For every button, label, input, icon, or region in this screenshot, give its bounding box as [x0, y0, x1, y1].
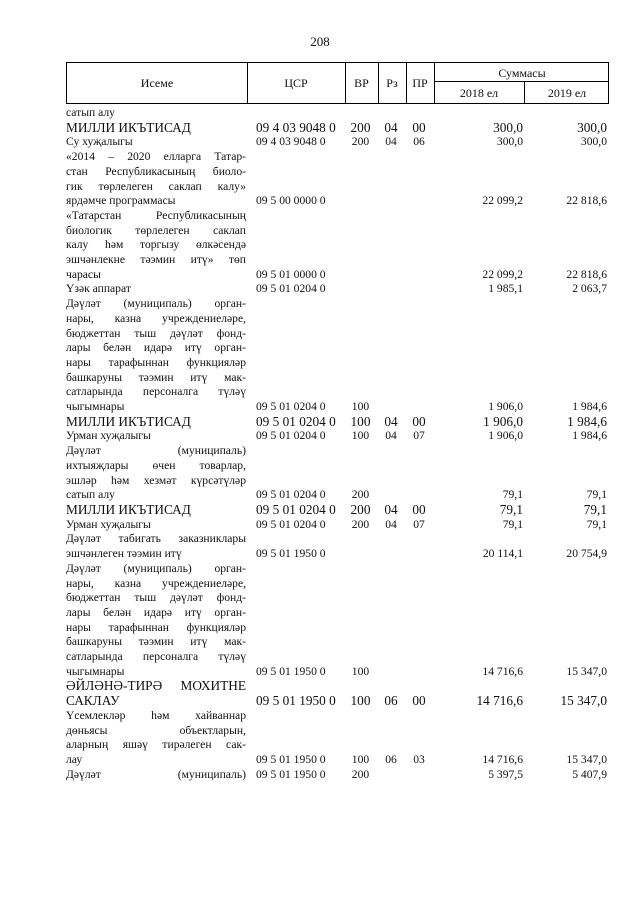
- row-name-line: биологик төрлелеген саклап: [66, 223, 246, 237]
- row-name: [66, 768, 246, 783]
- row-name: [66, 135, 246, 150]
- row-name-line: лау: [66, 752, 83, 766]
- row-vr: 100: [351, 664, 370, 678]
- row-name: [66, 297, 246, 415]
- row-csr: 09 4 03 9048 0: [256, 135, 326, 149]
- row-name-line: Үзәк аппарат: [66, 282, 131, 296]
- row-name-line: ихтыяҗлары өчен товарлар,: [66, 458, 246, 472]
- row-name-line: калу һәм торгызу өлкәсендә: [66, 238, 246, 252]
- row-rz: 04: [385, 429, 397, 443]
- table-row: [66, 135, 609, 150]
- row-sum-2019: 1 984,6: [567, 413, 607, 429]
- table-row: [66, 768, 609, 783]
- table-row: [66, 121, 609, 136]
- row-vr: 100: [350, 693, 371, 709]
- row-name-line: аларның яшәү тирәлеген сак-: [66, 738, 246, 752]
- row-csr: 09 5 01 0000 0: [256, 267, 326, 281]
- page-number: 208: [310, 34, 330, 49]
- row-sum-2019: 22 818,6: [566, 194, 607, 208]
- row-name-line: САКЛАУ: [66, 693, 120, 709]
- row-sum-2019: 300,0: [577, 119, 607, 135]
- row-name: [66, 429, 246, 444]
- table-row: [66, 518, 609, 533]
- row-vr: 200: [350, 119, 371, 135]
- row-csr: 09 5 01 1950 0: [256, 693, 336, 709]
- row-pr: 00: [412, 413, 426, 429]
- row-sum-2018: 79,1: [502, 517, 523, 531]
- row-sum-2019: 79,1: [586, 488, 607, 502]
- row-name-line: Су хуҗалыгы: [66, 135, 133, 149]
- header-vr: ВР: [354, 76, 369, 90]
- row-sum-2019: 22 818,6: [566, 267, 607, 281]
- header-year-2018: 2018 ел: [459, 86, 499, 100]
- row-sum-2018: 1 906,0: [483, 413, 523, 429]
- row-name-line: сатларында персоналга түләү: [66, 385, 246, 399]
- header-pr: ПР: [412, 76, 428, 90]
- table-row: [66, 709, 609, 768]
- row-rz: 04: [385, 517, 397, 531]
- row-name-line: сатып алу: [66, 488, 115, 502]
- row-name: [66, 209, 246, 283]
- row-vr: 100: [350, 413, 371, 429]
- table-row: [66, 444, 609, 503]
- row-rz: 04: [384, 413, 398, 429]
- row-name-line: Дәүләт (муниципаль) орган-: [66, 297, 246, 311]
- row-sum-2019: 2 063,7: [572, 282, 607, 296]
- row-sum-2019: 5 407,9: [572, 767, 607, 781]
- row-sum-2018: 5 397,5: [488, 767, 523, 781]
- row-rz: 06: [385, 752, 397, 766]
- row-name-line: чарасы: [66, 267, 101, 281]
- row-name-line: Урман хуҗалыгы: [66, 429, 151, 443]
- header-csr: ЦСР: [284, 76, 308, 90]
- row-sum-2019: 15 347,0: [566, 752, 607, 766]
- row-name-line: башкаруны тәэмин итү мак-: [66, 370, 246, 384]
- row-sum-2019: 15 347,0: [560, 693, 607, 709]
- row-vr: 200: [351, 767, 370, 781]
- row-name: [66, 106, 246, 121]
- row-csr: 09 5 01 0204 0: [256, 488, 326, 502]
- row-name: [66, 518, 246, 533]
- row-sum-2018: 1 906,0: [488, 400, 523, 414]
- row-sum-2019: 79,1: [583, 501, 607, 517]
- row-name-line: бюджеттан тыш дәүләт фонд-: [66, 591, 246, 605]
- row-name-line: сатларында персоналга түләү: [66, 650, 246, 664]
- row-name: [66, 282, 246, 297]
- row-name: [66, 532, 246, 561]
- row-name: [66, 444, 246, 503]
- row-sum-2018: 14 716,6: [482, 752, 523, 766]
- table-row: [66, 679, 609, 708]
- table-row: [66, 282, 609, 297]
- row-name-line: сатып алу: [66, 106, 115, 119]
- table-header: [66, 62, 609, 104]
- row-name-line: нары тарафыннан функцияләр: [66, 355, 246, 369]
- row-name: [66, 562, 246, 680]
- table-row: [66, 532, 609, 561]
- row-vr: 200: [351, 517, 370, 531]
- row-sum-2018: 79,1: [502, 488, 523, 502]
- table-body: [66, 106, 609, 782]
- row-csr: 09 5 01 0204 0: [256, 400, 326, 414]
- row-name-line: эшләр һәм хезмәт күрсәтүләр: [66, 473, 246, 487]
- row-sum-2018: 300,0: [496, 135, 523, 149]
- row-name-line: «Татарстан Республикасының: [66, 208, 246, 222]
- header-year-2019: 2019 ел: [547, 86, 587, 100]
- row-name-line: МИЛЛИ ИКЪТИСАД: [66, 413, 191, 429]
- row-sum-2018: 20 114,1: [482, 547, 523, 561]
- row-name-line: башкаруны тәэмин итү мак-: [66, 635, 246, 649]
- row-sum-2019: 20 754,9: [566, 547, 607, 561]
- row-pr: 00: [412, 693, 426, 709]
- table-row: [66, 562, 609, 680]
- row-name-line: эшчәнлеген тәэмин итү: [66, 547, 182, 561]
- row-name-line: «2014 – 2020 елларга Татар-: [66, 150, 246, 164]
- row-csr: 09 5 01 1950 0: [256, 767, 326, 781]
- row-sum-2018: 1 906,0: [488, 429, 523, 443]
- row-csr: 09 5 01 1950 0: [256, 664, 326, 678]
- row-sum-2019: 1 984,6: [572, 429, 607, 443]
- row-name: [66, 415, 246, 430]
- table-row: [66, 106, 609, 121]
- row-sum-2019: 300,0: [580, 135, 607, 149]
- row-name-line: стан Республикасының биоло-: [66, 164, 246, 178]
- row-name-line: ярдәмче программасы: [66, 194, 176, 208]
- row-csr: 09 5 01 0204 0: [256, 429, 326, 443]
- row-name-line: эшчәнлекне тәэмин итү» төп: [66, 253, 246, 267]
- row-pr: 00: [412, 119, 426, 135]
- row-pr: 06: [413, 135, 425, 149]
- row-name: [66, 150, 246, 209]
- row-name: [66, 121, 246, 136]
- row-sum-2019: 1 984,6: [572, 400, 607, 414]
- row-name-line: лары белән идарә итү орган-: [66, 605, 246, 619]
- table-row: [66, 150, 609, 209]
- table-row: [66, 209, 609, 283]
- row-name: [66, 679, 246, 708]
- row-name-line: нары, казна учреждениеләре,: [66, 311, 246, 325]
- row-rz: 04: [384, 501, 398, 517]
- row-sum-2018: 22 099,2: [482, 267, 523, 281]
- table-row: [66, 297, 609, 415]
- row-name-line: дөньясы объектларын,: [66, 723, 246, 737]
- row-name-line: Дәүләт (муниципаль): [66, 444, 246, 458]
- row-name-line: нары тарафыннан функцияләр: [66, 620, 246, 634]
- row-sum-2018: 79,1: [499, 501, 523, 517]
- row-csr: 09 5 01 0204 0: [256, 413, 336, 429]
- row-rz: 06: [384, 693, 398, 709]
- table-row: [66, 429, 609, 444]
- row-csr: 09 5 01 0204 0: [256, 282, 326, 296]
- row-sum-2018: 22 099,2: [482, 194, 523, 208]
- row-sum-2018: 14 716,6: [482, 664, 523, 678]
- row-name-line: ӘЙЛӘНӘ-ТИРӘ МОХИТНЕ: [66, 678, 246, 694]
- row-name-line: МИЛЛИ ИКЪТИСАД: [66, 119, 191, 135]
- row-sum-2018: 300,0: [493, 119, 523, 135]
- row-name-line: лары белән идарә итү орган-: [66, 341, 246, 355]
- row-rz: 04: [385, 135, 397, 149]
- row-sum-2018: 1 985,1: [488, 282, 523, 296]
- row-csr: 09 5 00 0000 0: [256, 194, 326, 208]
- row-rz: 04: [384, 119, 398, 135]
- row-vr: 200: [351, 135, 370, 149]
- row-name: [66, 709, 246, 768]
- row-name-line: МИЛЛИ ИКЪТИСАД: [66, 501, 191, 517]
- row-vr: 100: [351, 429, 370, 443]
- row-csr: 09 5 01 1950 0: [256, 752, 326, 766]
- row-name-line: нары, казна учреждениеләре,: [66, 576, 246, 590]
- row-name-line: Дәүләт (муниципаль) орган-: [66, 561, 246, 575]
- header-divider: [434, 81, 608, 82]
- row-name-line: Дәүләт табигать заказниклары: [66, 532, 246, 546]
- table-row: [66, 415, 609, 430]
- row-csr: 09 4 03 9048 0: [256, 119, 336, 135]
- row-name-line: бюджеттан тыш дәүләт фонд-: [66, 326, 246, 340]
- row-name-line: гик төрлелеген саклап калу»: [66, 179, 246, 193]
- row-vr: 100: [351, 400, 370, 414]
- table-row: [66, 503, 609, 518]
- row-name-line: чыгымнары: [66, 664, 125, 678]
- row-vr: 100: [351, 752, 370, 766]
- row-pr: 07: [413, 517, 425, 531]
- header-sums: Суммасы: [498, 66, 546, 80]
- header-name: Исеме: [140, 76, 174, 90]
- row-pr: 03: [413, 752, 425, 766]
- row-pr: 07: [413, 429, 425, 443]
- row-sum-2019: 15 347,0: [566, 664, 607, 678]
- row-name-line: Үсемлекләр һәм хайваннар: [66, 708, 246, 722]
- row-name-line: чыгымнары: [66, 400, 125, 414]
- row-name-line: Урман хуҗалыгы: [66, 517, 151, 531]
- row-csr: 09 5 01 1950 0: [256, 547, 326, 561]
- row-sum-2018: 14 716,6: [476, 693, 523, 709]
- row-name-line: Дәүләт (муниципаль): [66, 767, 246, 781]
- row-sum-2019: 79,1: [586, 517, 607, 531]
- row-csr: 09 5 01 0204 0: [256, 517, 326, 531]
- row-name: [66, 503, 246, 518]
- row-vr: 200: [351, 488, 370, 502]
- row-csr: 09 5 01 0204 0: [256, 501, 336, 517]
- row-vr: 200: [350, 501, 371, 517]
- row-pr: 00: [412, 501, 426, 517]
- header-rz: Рз: [386, 76, 398, 90]
